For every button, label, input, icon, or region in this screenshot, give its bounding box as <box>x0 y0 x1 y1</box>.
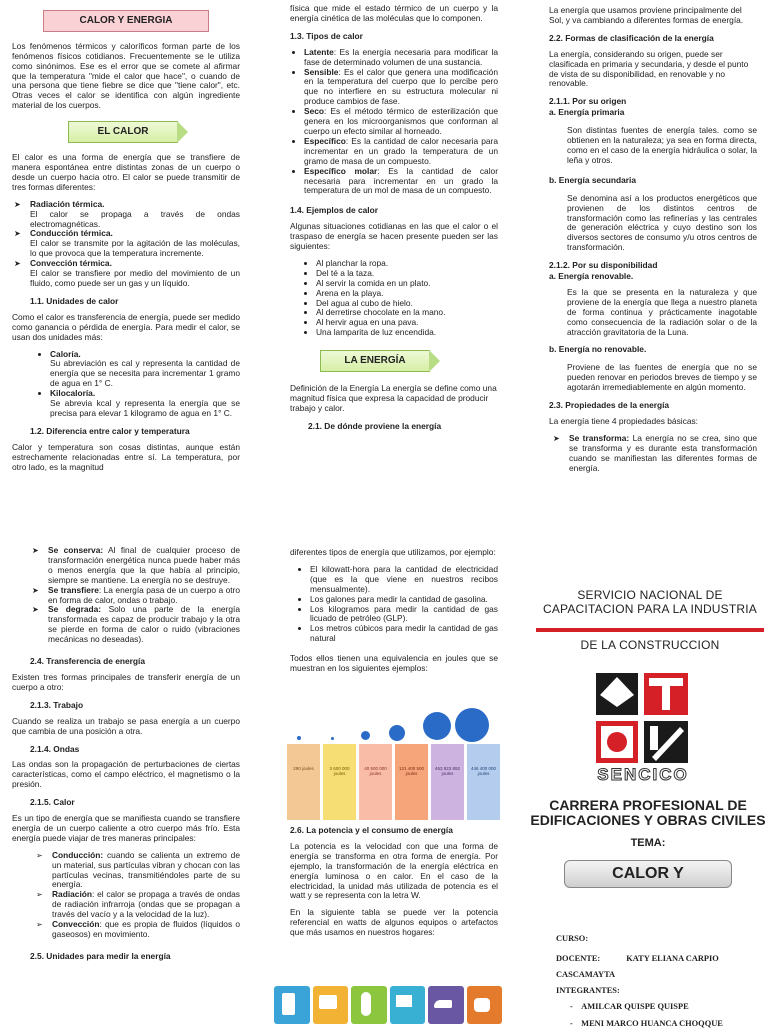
column-2-bottom <box>290 548 498 681</box>
list-item: • Latente: Es la energía necesaria para modificar la fase de determinado volumen de una sustancia. <box>304 48 498 68</box>
cover <box>536 588 764 652</box>
list-item: ➤ Se degrada: Solo una parte de la energía transformada es capaz de producir trabajo y la otra se pierde en forma de calor o ruido (vibraciones mecánicas no deseadas). <box>48 605 240 645</box>
list-item: ➤ Se transfiere: La energía pasa de un cuerpo a otro en forma de calor, ondas o trabajo. <box>48 586 240 606</box>
rice-cooker-icon <box>467 986 503 1024</box>
list-item: ➤ Conducción térmica. El calor se transmite por la agitación de las moléculas, lo que provoca que la temperatura incremente. <box>30 229 240 259</box>
units-list <box>12 350 240 419</box>
subheading: b. Energía secundaria <box>549 174 637 185</box>
list-item: • Los metros cúbicos para medir la cantidad de gas natural <box>310 624 498 644</box>
section-heading: 1.3. Tipos de calor <box>290 30 363 41</box>
section-heading: 2.1. De dónde proviene la energía <box>308 420 442 431</box>
section-heading: 2.3. Propiedades de la energía <box>549 400 670 411</box>
docente-line: DOCENTE: KATY ELIANA CARPIO CASCAMAYTA <box>556 953 719 979</box>
list-item: • Al servir la comida en un plato. <box>316 279 498 289</box>
energy-column: 446 400 000 joules <box>467 744 500 820</box>
section-heading: 2.1.5. Calor <box>30 797 75 808</box>
career-block <box>530 798 766 888</box>
fridge-icon <box>274 986 310 1024</box>
subheading: a. Energía primaria <box>549 107 625 118</box>
list-item: ➤ Convección térmica. El calor se transfiere por medio del movimiento de un fluido, como puede ser un gas y un líquido. <box>30 259 240 289</box>
energy-units-list <box>290 565 498 644</box>
list-item: • Del té a la taza. <box>316 269 498 279</box>
paragraph: Es la que se presenta en la naturaleza y que proviene de la energía que llega a nuestro planeta de forma continua y prácticamente inagotable como consecuencia de la radiación solar o de la atracción gravitatoria de la Luna. <box>567 286 757 337</box>
list-item: • El kilowatt-hora para la cantidad de electricidad (que es la que viene en nuestros recibos mensualmente). <box>310 565 498 595</box>
paragraph: Es un tipo de energía que se manifiesta cuando se transfiere energía de un cuerpo caliente a otro cuerpo más frío. Esta energía puede viajar de tres maneras principales: <box>12 813 240 843</box>
examples-list <box>290 259 498 338</box>
list-item: • Los galones para medir la cantidad de gasolina. <box>310 595 498 605</box>
paragraph: Todos ellos tienen una equivalencia en joules que se muestran en los siguientes ejemplos: <box>290 653 498 674</box>
paragraph: Son distintas fuentes de energía tales. como se obtienen en la naturaleza; ya sea en forma directa, como en el caso de la energía hidráulica o solar, la leña y otros. <box>567 125 757 165</box>
paragraph: Cuando se realiza un trabajo se pasa energía a un cuerpo que cambia de una posición a otra. <box>12 715 240 736</box>
org-name-line2: CAPACITACION PARA LA INDUSTRIA <box>542 602 758 617</box>
iron-icon <box>428 986 464 1024</box>
org-name-line1: SERVICIO NACIONAL DE <box>577 588 723 602</box>
tv-icon <box>313 986 349 1024</box>
list-item: ➢ Convección: que es propia de fluidos (líquidos o gaseosos) en movimiento. <box>52 920 240 940</box>
tema-label: TEMA: <box>630 836 666 849</box>
column-2-bottom-b <box>290 826 498 945</box>
definition-paragraph: Definición de la Energía La energía se define como una magnitud física que expresa la capacidad de producir trabajo y calor. <box>290 383 497 413</box>
section-heading: 2.5. Unidades para medir la energía <box>30 950 171 961</box>
energy-column: 290 joules <box>287 744 320 820</box>
paragraph: Existen tres formas principales de transferir energía de un cuerpo a otro: <box>12 671 240 692</box>
heat-forms-list <box>12 200 240 289</box>
circle-marker <box>361 731 370 740</box>
list-item: ➤ Se transforma: La energía no se crea, sino que se transforma y es durante esta transformación cuando se manifiestan las diferentes formas de energía. <box>569 434 757 474</box>
list-item: • Kilocaloría. Se abrevia kcal y representa la energía que se precisa para elevar 1 kilogramo de agua en 1° C. <box>50 389 240 419</box>
list-item: • Específico molar: Es la cantidad de calor necesaria para incrementar en un grado la temperatura de un mol de masa de un compuesto. <box>304 167 498 197</box>
section-heading: 2.1.2. Por su disponibilidad <box>549 260 658 271</box>
section-heading: 2.2. Formas de clasificación de la energía <box>549 32 714 43</box>
heat-ways-list <box>12 851 240 940</box>
list-item: ➤ Radiación térmica. El calor se propaga a través de ondas electromagnéticas. <box>30 200 240 230</box>
section-heading: 2.1.3. Trabajo <box>30 699 84 710</box>
list-item: ➤ Se conserva: Al final de cualquier proceso de transformación energética nunca puede haber más o menos energía que la que había al principio, siempre se mantiene. La energía no se destruye. <box>48 546 240 586</box>
list-item: • Específico: Es la cantidad de calor necesaria para incrementar en un grado la temperatura de un gramo de masa de un compuesto. <box>304 137 498 167</box>
energy-comparison-figure <box>285 708 502 820</box>
curso-label: CURSO: <box>556 934 589 943</box>
list-item: ➢ Radiación: el calor se propaga a través de ondas de radiación infrarroja (ondas que se propagan a través del vacío y a la velocidad de la luz). <box>52 890 240 920</box>
list-item: • Al planchar la ropa. <box>316 259 498 269</box>
el-calor-paragraph: El calor es una forma de energía que se transfiere de manera espontánea entre distintas zonas de un cuerpo o desde un cuerpo hacia otro. El calor se puede transmitir de tres formas diferentes: <box>12 152 240 192</box>
member: - AMILCAR QUISPE QUISPE <box>570 1001 689 1011</box>
circle-marker <box>297 736 301 740</box>
list-item: • Arena en la playa. <box>316 289 498 299</box>
column-1-bottom <box>12 546 240 968</box>
paragraph: La energía que usamos proviene principalmente del Sol, y va cambiando a diferentes formas de energía. <box>549 5 744 25</box>
tema-value: CALOR Y <box>564 860 732 888</box>
section-heading: 1.1. Unidades de calor <box>30 295 119 306</box>
list-item: • Caloría. Su abreviación es cal y representa la cantidad de energía que se necesita para incrementar 1 gramo de agua en 1° C. <box>50 350 240 390</box>
section-heading: 2.4. Transferencia de energía <box>30 656 145 667</box>
list-item: • Seco: Es el método térmico de esterilización que genera en los microorganismos que conforman al cuerpo un efecto similar al horneado. <box>304 107 498 137</box>
paragraph: La potencia es la velocidad con que una forma de energía se transforma en otra forma de energía. Por ejemplo, la transformación de la energía eléctrica en energía luminosa o en calor. En el caso de la electricidad, la unidad más utilizada de potencia es el watt y se representa con la letra W. <box>290 840 498 901</box>
water-heater-icon <box>351 986 387 1024</box>
circle-marker <box>423 712 451 740</box>
properties-list <box>549 434 757 474</box>
logo-text: SENCICO <box>597 765 689 784</box>
list-item: • Al derretirse chocolate en la mano. <box>316 308 498 318</box>
red-divider <box>536 628 764 632</box>
el-calor-heading: EL CALOR <box>68 121 178 143</box>
energy-column: 3 600 000 joules <box>323 744 356 820</box>
section-heading: 2.6. La potencia y el consumo de energía <box>290 825 453 835</box>
properties-list <box>12 546 240 645</box>
paragraph: La energía, considerando su origen, puede ser clasificada en primaria y secundaria, y desde el punto de vista de su disponibilidad, en renovable y no renovable. <box>549 48 749 89</box>
column-3 <box>549 6 757 480</box>
list-item: • Sensible: Es el calor que genera una modificación en la temperatura del cuerpo que lo percibe pero que no interfiere en su estructura molecular ni produce cambios de fase. <box>304 68 498 108</box>
intro-paragraph: Los fenómenos térmicos y caloríficos forman parte de los fenómenos físicos cotidianos. Frecuentemente se le utiliza como sinónimos. Ese es el error que se comete al afirmar que la temperatura "mide el calor que hace", o cuando de una persona que tiene fiebre se dice que "tiene calor", etc. Otras veces el calor se identifica con algún ingrediente material de los cuerpos. <box>12 40 240 111</box>
paragraph: Como el calor es transferencia de energía, puede ser medido como ganancia o pérdida de energía. Para medir el calor, se usan dos unidades más: <box>12 311 240 342</box>
energy-circles <box>285 708 502 742</box>
subheading: b. Energía no renovable. <box>549 344 647 355</box>
column-1 <box>12 10 240 480</box>
section-heading: 1.4. Ejemplos de calor <box>290 205 378 216</box>
paragraph: Se denomina así a los productos energéticos que provienen de los distintos centros de transformación como las refinerías y las centrales de generación eléctrica y cuyo destino son los diversos sectores de consumo y/u otros centros de transformación. <box>567 192 757 253</box>
org-name-line3: DE LA CONSTRUCCION <box>580 638 720 653</box>
list-item: • Una lamparita de luz encendida. <box>316 328 498 338</box>
la-energia-heading: LA ENERGÍA <box>320 350 430 372</box>
section-heading: 2.1.4. Ondas <box>30 743 80 754</box>
paragraph: En la siguiente tabla se puede ver la potencia referencial en watts de algunos equipos o artefactos que más usamos en nuestros hogares: <box>290 907 498 938</box>
circle-marker <box>331 737 334 740</box>
integrantes-label: INTEGRANTES: <box>556 985 620 995</box>
sencico-logo <box>594 671 692 783</box>
list-item: ➢ Conducción: cuando se calienta un extremo de un material, sus partículas vibran y chocan con las partículas vecinas, transmitiéndoles parte de su energía. <box>52 851 240 891</box>
circle-marker <box>455 708 489 742</box>
paragraph: Proviene de las fuentes de energía que no se pueden renovar en periodos breves de tiempo y se agotarán irremediablemente en algún momento. <box>567 362 757 393</box>
paragraph: Calor y temperatura son cosas distintas, aunque están estrechamente relacionadas entre sí. La temperatura, por otro lado, es la magnitud <box>12 441 240 472</box>
list-item: • Al hervir agua en una pava. <box>316 318 498 328</box>
section-heading: 1.2. Diferencia entre calor y temperatura <box>30 425 190 436</box>
paragraph: Las ondas son la propagación de perturbaciones de ciertas características, como el campo eléctrico, el magnetismo o la presión. <box>12 759 240 790</box>
energy-column: 463 823 892 joules <box>431 744 464 820</box>
energy-columns <box>287 744 500 820</box>
computer-icon <box>390 986 426 1024</box>
career-title: CARRERA PROFESIONAL DE EDIFICACIONES Y OBRAS CIVILES <box>530 797 766 829</box>
section-heading: 2.1.1. Por su origen <box>549 96 627 107</box>
member: - MENI MARCO HUANCA CHOQQUE <box>570 1018 723 1028</box>
list-item: • Del agua al cubo de hielo. <box>316 299 498 309</box>
appliances-strip <box>274 986 502 1024</box>
paragraph: La energía tiene 4 propiedades básicas: <box>549 416 698 426</box>
circle-marker <box>389 725 405 741</box>
paragraph: física que mide el estado térmico de un cuerpo y la energía cinética de las moléculas que lo componen. <box>290 3 498 23</box>
paragraph: diferentes tipos de energía que utilizamos, por ejemplo: <box>290 547 496 557</box>
list-item: • Los kilogramos para medir la cantidad de gas licuado de petróleo (GLP). <box>310 605 498 625</box>
page-title: CALOR Y ENERGIA <box>43 10 209 32</box>
energy-column: 40 500 000 joules <box>359 744 392 820</box>
energy-column: 121 400 500 joules <box>395 744 428 820</box>
subheading: a. Energía renovable. <box>549 271 634 282</box>
credits <box>556 934 761 1029</box>
paragraph: Algunas situaciones cotidianas en las que el calor o el traspaso de energía se hacen presente pueden ser las siguientes: <box>290 221 498 252</box>
column-2 <box>290 4 498 438</box>
heat-types-list <box>290 48 498 197</box>
